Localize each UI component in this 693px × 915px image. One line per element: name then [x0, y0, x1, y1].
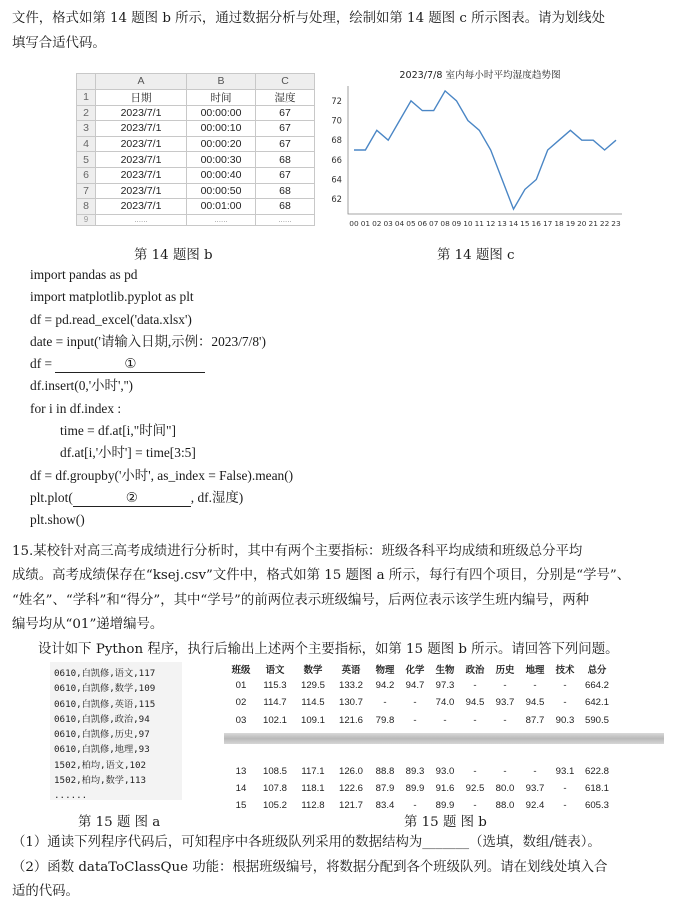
- excel-cell: 2023/7/1: [96, 152, 187, 168]
- humidity-series-line: [354, 91, 616, 209]
- excel-cell: 湿度: [256, 89, 315, 105]
- code-line: date = input('请输入日期,示例：2023/7/8'): [30, 333, 266, 349]
- torn-mask-band: [224, 733, 664, 744]
- code-line: df = pd.read_excel('data.xlsx'): [30, 311, 192, 327]
- q15-line: “姓名”、“学科”和“得分”，其中“学号”的前两位表示班级编号，后两位表示该学生班内编号，两种: [12, 592, 589, 608]
- code-text: plt.plot(: [30, 489, 73, 505]
- x-tick-label: 20: [577, 219, 587, 228]
- x-tick-label: 08: [440, 219, 450, 228]
- score-row: [226, 677, 614, 694]
- answer-blank-1[interactable]: ①: [55, 356, 205, 373]
- score-cell: 622.8: [584, 765, 609, 777]
- score-cell: 13: [235, 765, 247, 777]
- chart-axes: [348, 86, 622, 214]
- q15-line: 设计如下 Python 程序，执行后输出上述两个主要指标，如第 15 题图 b 所示。请回答下列问题。: [38, 641, 619, 657]
- code-line-blank-2: [30, 487, 293, 509]
- score-cell: -: [413, 697, 417, 709]
- score-cell: 115.3: [263, 680, 287, 692]
- score-cell: 90.3: [555, 714, 575, 726]
- csv-line: 0610,白凯修,语文,117: [54, 668, 156, 679]
- x-tick-label: 15: [520, 219, 530, 228]
- x-tick-label: 12: [485, 219, 496, 228]
- question-15-text: [12, 540, 684, 662]
- score-cell: 590.5: [584, 714, 609, 726]
- score-cell: 87.7: [525, 714, 545, 726]
- csv-sample: [50, 662, 182, 800]
- sub-question-2: （2）函数 dataToClassQue 功能：根据班级编号，将数据分配到各个班级队列。请在划线处填入合: [12, 859, 608, 875]
- score-header: 语文: [265, 663, 285, 675]
- chart-axis-lines: [348, 86, 622, 214]
- excel-cell: 2023/7/1: [96, 105, 187, 121]
- y-tick-label: 68: [331, 135, 342, 146]
- csv-line: ......: [54, 790, 88, 802]
- x-tick-label: 03: [383, 219, 393, 228]
- x-tick-label: 17: [542, 219, 553, 228]
- score-cell: -: [563, 800, 567, 812]
- score-header: 生物: [435, 663, 455, 675]
- score-cell: 108.5: [262, 765, 287, 777]
- score-cell: 94.2: [375, 680, 395, 692]
- csv-line: 0610,白凯修,地理,93: [54, 744, 150, 756]
- score-cell: 105.2: [262, 800, 287, 812]
- excel-row: [77, 152, 315, 168]
- excel-row-number: 6: [77, 167, 96, 183]
- code-line: for i in df.index :: [30, 400, 122, 416]
- score-cell: 03: [235, 714, 247, 726]
- score-cell: 93.1: [555, 765, 575, 777]
- excel-row-number: 2: [77, 105, 96, 121]
- score-cell: 109.1: [300, 714, 325, 726]
- score-row: [226, 712, 614, 729]
- x-tick-label: 05: [406, 219, 416, 228]
- code-line-blank-1: [30, 353, 293, 375]
- score-row: [226, 780, 614, 797]
- code-line: import matplotlib.pyplot as plt: [30, 289, 194, 305]
- csv-line: 1502,柏均,数学,113: [54, 775, 147, 787]
- csv-line: 1502,柏均,语文,102: [54, 759, 147, 771]
- x-tick-label: 16: [531, 219, 541, 228]
- intro-line-2: 填写合适代码。: [12, 36, 106, 51]
- excel-cell: 67: [256, 121, 315, 137]
- score-cell: 93.0: [435, 765, 455, 777]
- score-cell: 114.5: [301, 697, 325, 709]
- excel-col-c: C: [256, 74, 315, 90]
- score-cell: 92.5: [465, 783, 485, 795]
- score-cell: -: [533, 680, 537, 692]
- excel-cell: 00:00:30: [187, 152, 256, 168]
- excel-col-b: B: [187, 74, 256, 90]
- code-line: time = df.at[i,"时间"]: [60, 423, 176, 439]
- score-cell: 91.6: [435, 783, 455, 795]
- y-tick-label: 70: [331, 115, 342, 126]
- excel-row-number: 4: [77, 136, 96, 152]
- excel-cell: 日期: [96, 89, 187, 105]
- excel-row-number: 3: [77, 121, 96, 137]
- intro-line-1: 文件，格式如第 14 题图 b 所示，通过数据分析与处理，绘制如第 14 题图 c 所示图表。请为划线处: [12, 11, 606, 26]
- score-cell: 112.8: [301, 800, 325, 812]
- excel-cell: 2023/7/1: [96, 136, 187, 152]
- x-tick-label: 04: [394, 219, 405, 228]
- score-cell: 93.7: [525, 783, 545, 795]
- excel-column-header-row: [77, 74, 315, 90]
- code-line: df.insert(0,'小时',''): [30, 378, 133, 394]
- y-tick-label: 66: [331, 154, 342, 165]
- score-cell: -: [503, 714, 507, 726]
- q15-line: 成绩。高考成绩保存在“ksej.csv”文件中，格式如第 15 题图 a 所示，每行有四个项目，分别是“学号”、: [12, 568, 631, 584]
- score-cell: -: [473, 714, 477, 726]
- score-cell: 121.6: [338, 714, 363, 726]
- score-cell: 14: [235, 783, 247, 795]
- score-header: 政治: [465, 663, 485, 675]
- x-tick-label: 14: [508, 219, 519, 228]
- x-tick-label: 10: [463, 219, 473, 228]
- score-header: 英语: [341, 663, 361, 675]
- x-tick-label: 21: [588, 219, 598, 228]
- excel-row-number: 8: [77, 199, 96, 215]
- excel-cell: 2023/7/1: [96, 183, 187, 199]
- score-cell: 618.1: [584, 783, 609, 795]
- score-cell: 102.1: [262, 714, 287, 726]
- score-cell: 122.6: [338, 783, 363, 795]
- x-tick-label: 07: [429, 219, 439, 228]
- score-cell: 83.4: [375, 800, 395, 812]
- q15-line: 15.某校针对高三高考成绩进行分析时，其中有两个主要指标：班级各科平均成绩和班级总分平均: [12, 544, 583, 559]
- score-cell: -: [473, 680, 477, 692]
- score-cell: 664.2: [584, 680, 609, 692]
- score-cell: -: [443, 714, 447, 726]
- x-tick-label: 09: [451, 219, 462, 228]
- score-header: 技术: [555, 663, 575, 675]
- x-tick-label: 22: [599, 219, 610, 228]
- excel-cell: 68: [256, 152, 315, 168]
- excel-cell: 67: [256, 167, 315, 183]
- score-cell: 93.7: [495, 697, 515, 709]
- excel-cell: 2023/7/1: [96, 121, 187, 137]
- excel-row: [77, 167, 315, 183]
- x-tick-label: 13: [497, 219, 507, 228]
- csv-line: 0610,白凯修,数学,109: [54, 683, 156, 695]
- y-tick-label: 64: [331, 174, 342, 185]
- score-cell: 133.2: [338, 680, 363, 692]
- excel-col-a: A: [96, 74, 187, 90]
- excel-row: [77, 121, 315, 137]
- excel-cell: 00:01:00: [187, 199, 256, 215]
- code-line: df = df.groupby('小时', as_index = False).mean(): [30, 467, 294, 483]
- score-cell: 01: [235, 680, 247, 692]
- score-cell: 94.7: [405, 680, 425, 692]
- score-cell: 605.3: [584, 800, 609, 812]
- score-cell: -: [413, 714, 417, 726]
- excel-cell: 00:00:10: [187, 121, 256, 137]
- python-code-14: [30, 264, 293, 532]
- score-cell: 118.1: [301, 783, 325, 795]
- score-row: [226, 694, 614, 711]
- excel-row: [77, 105, 315, 121]
- chart-x-ticks: [349, 219, 621, 228]
- x-tick-label: 18: [554, 219, 564, 228]
- score-cell: 74.0: [435, 697, 455, 709]
- excel-cell: 2023/7/1: [96, 167, 187, 183]
- excel-row-number: 9: [77, 214, 96, 225]
- excel-row-number: 7: [77, 183, 96, 199]
- excel-row: [77, 136, 315, 152]
- excel-cell: 68: [256, 199, 315, 215]
- x-tick-label: 23: [611, 219, 621, 228]
- excel-cell: 00:00:50: [187, 183, 256, 199]
- caption-figure-15a: 第 15 题 图 a: [78, 815, 161, 830]
- score-header: 化学: [405, 663, 425, 675]
- excel-cell: ......: [187, 214, 256, 225]
- excel-cell: 00:00:00: [187, 105, 256, 121]
- score-cell: 129.5: [300, 680, 325, 692]
- score-cell: -: [473, 800, 477, 812]
- score-cell: 92.4: [525, 800, 545, 812]
- score-cell: 89.3: [405, 765, 425, 777]
- caption-figure-15b: 第 15 题 图 b: [404, 815, 487, 830]
- excel-cell: 2023/7/1: [96, 199, 187, 215]
- score-cell: 94.5: [465, 697, 485, 709]
- score-cell: 88.8: [375, 765, 395, 777]
- score-cell: 94.5: [525, 697, 545, 709]
- excel-row-ellipsis: [77, 214, 315, 225]
- chart-title: 2023/7/8 室内每小时平均湿度趋势图: [399, 70, 561, 81]
- x-tick-label: 00: [349, 219, 359, 228]
- excel-cell: ......: [96, 214, 187, 225]
- caption-figure-14b: 第 14 题图 b: [134, 248, 213, 263]
- score-row: [226, 763, 614, 780]
- score-header: 历史: [495, 663, 515, 675]
- excel-row: [77, 183, 315, 199]
- score-header: 总分: [587, 663, 607, 675]
- excel-cell: 00:00:40: [187, 167, 256, 183]
- sub-question-2-cont: 适的代码。: [12, 884, 79, 900]
- score-cell: 88.0: [495, 800, 515, 812]
- score-cell: -: [503, 680, 507, 692]
- score-cell: 642.1: [584, 697, 609, 709]
- score-header: 地理: [525, 663, 545, 675]
- csv-line: 0610,白凯修,政治,94: [54, 713, 150, 725]
- score-header: 物理: [375, 663, 395, 675]
- answer-blank-2[interactable]: ②: [73, 490, 191, 507]
- code-text: , df.湿度): [190, 489, 244, 505]
- score-cell: 80.0: [495, 783, 515, 795]
- score-cell: 79.8: [375, 714, 395, 726]
- score-cell: -: [473, 765, 477, 777]
- score-cell: 87.9: [375, 783, 395, 795]
- excel-table: [76, 73, 315, 226]
- score-cell: 15: [235, 800, 247, 812]
- score-cell: 89.9: [405, 783, 425, 795]
- score-cell: 02: [235, 697, 247, 709]
- excel-cell: 时间: [187, 89, 256, 105]
- x-tick-label: 02: [372, 219, 382, 228]
- score-cell: 121.7: [338, 800, 363, 812]
- code-line: df.at[i,'小时'] = time[3:5]: [60, 445, 196, 461]
- x-tick-label: 06: [417, 219, 428, 228]
- caption-figure-14c: 第 14 题图 c: [437, 248, 515, 263]
- score-cell: -: [563, 783, 567, 795]
- sub-questions: [12, 831, 684, 905]
- csv-line: 0610,白凯修,历史,97: [54, 729, 150, 741]
- excel-row: [77, 199, 315, 215]
- excel-row-number: 1: [77, 89, 96, 105]
- score-header-row: [226, 660, 614, 677]
- x-tick-label: 19: [565, 219, 576, 228]
- excel-cell: 67: [256, 105, 315, 121]
- y-tick-label: 72: [331, 95, 342, 106]
- chart-y-ticks: [331, 96, 342, 204]
- x-tick-label: 11: [474, 219, 485, 228]
- q15-line: 编号均从“01”递增编号。: [12, 617, 164, 633]
- excel-row: [77, 89, 315, 105]
- excel-cell: ......: [256, 214, 315, 225]
- y-tick-label: 62: [331, 194, 342, 205]
- score-cell: -: [563, 697, 567, 709]
- code-line: plt.show(): [30, 512, 85, 528]
- excel-row-number: 5: [77, 152, 96, 168]
- score-cell: 126.0: [338, 765, 363, 777]
- score-cell: -: [563, 680, 567, 692]
- csv-line: 0610,白凯修,英语,115: [54, 698, 156, 710]
- score-rows-bottom: [226, 763, 614, 815]
- score-header: 班级: [231, 663, 251, 675]
- score-cell: 107.8: [262, 783, 287, 795]
- score-header: 数学: [303, 663, 323, 675]
- excel-corner-cell: [77, 74, 96, 90]
- code-line: import pandas as pd: [30, 267, 138, 282]
- score-cell: 117.1: [301, 765, 325, 777]
- score-rows-top: [226, 677, 614, 729]
- score-cell: 130.7: [338, 697, 363, 709]
- score-cell: 89.9: [435, 800, 455, 812]
- excel-cell: 00:00:20: [187, 136, 256, 152]
- sub-question-1: （1）通读下列程序代码后，可知程序中各班级队列采用的数据结构为_______（选填，数组/链表）。: [12, 835, 601, 850]
- score-cell: 114.7: [263, 697, 287, 709]
- code-text: df =: [30, 356, 56, 372]
- excel-cell: 67: [256, 136, 315, 152]
- excel-cell: 68: [256, 183, 315, 199]
- humidity-line-chart: [300, 66, 630, 236]
- x-tick-label: 01: [360, 219, 371, 228]
- score-cell: -: [503, 765, 507, 777]
- score-cell: -: [383, 697, 387, 709]
- score-cell: 97.3: [435, 680, 455, 692]
- score-cell: -: [413, 800, 417, 812]
- intro-text: [12, 6, 684, 56]
- score-cell: -: [533, 765, 537, 777]
